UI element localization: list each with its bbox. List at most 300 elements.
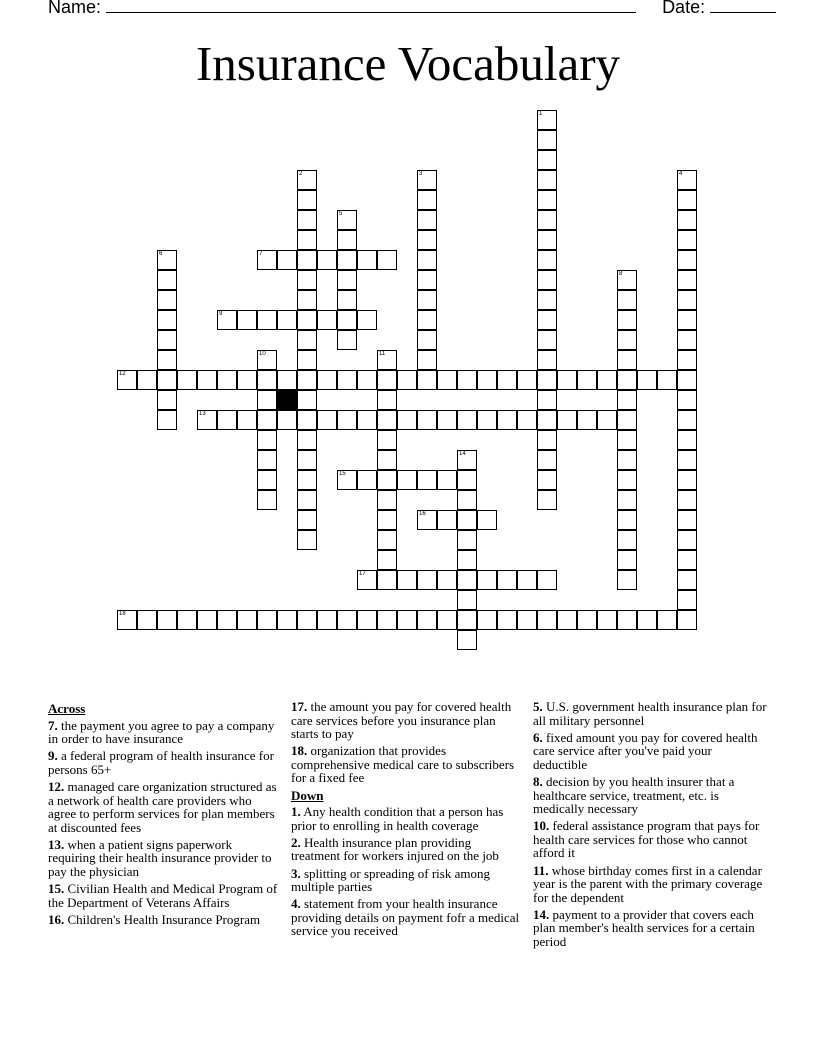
grid-cell[interactable] [157,330,177,350]
grid-cell[interactable] [157,610,177,630]
clue-number: 2. [291,834,301,850]
grid-cell[interactable] [537,490,557,510]
grid-cell[interactable] [537,290,557,310]
grid-cell[interactable] [297,270,317,290]
grid-cell[interactable] [297,370,317,390]
grid-cell[interactable] [537,610,557,630]
grid-cell[interactable] [457,530,477,550]
grid-cell[interactable] [677,210,697,230]
grid-cell[interactable] [597,410,617,430]
grid-cell[interactable] [677,570,697,590]
grid-cell[interactable] [337,610,357,630]
clue-text: U.S. government health insurance plan for all military personnel [533,699,767,728]
grid-cell[interactable] [577,610,597,630]
grid-cell[interactable] [157,410,177,430]
grid-cell[interactable] [637,610,657,630]
grid-cell[interactable] [377,410,397,430]
grid-cell[interactable] [257,410,277,430]
grid-cell[interactable] [677,350,697,370]
grid-cell[interactable] [297,610,317,630]
grid-cell[interactable] [437,470,457,490]
grid-cell[interactable] [677,550,697,570]
grid-cell[interactable] [217,410,237,430]
clue-item [48,780,282,834]
clue-number: 13. [48,836,65,852]
grid-cell[interactable] [417,190,437,210]
grid-cell[interactable] [617,490,637,510]
grid-cell[interactable] [337,230,357,250]
clue-number: 10. [533,818,550,834]
grid-cell[interactable] [417,570,437,590]
grid-cell[interactable] [537,210,557,230]
grid-cell[interactable] [397,610,417,630]
grid-cell[interactable] [617,550,637,570]
grid-cell[interactable] [337,210,357,230]
clue-item [291,805,523,832]
date-label: Date: [662,0,706,17]
grid-cell[interactable] [297,490,317,510]
cell-number: 16 [419,511,426,517]
clue-heading-down: Down [291,787,324,803]
grid-cell[interactable] [257,610,277,630]
clue-column-1 [48,700,282,930]
grid-cell[interactable] [377,530,397,550]
grid-cell[interactable] [577,370,597,390]
clue-number: 6. [533,729,543,745]
grid-cell[interactable] [537,450,557,470]
grid-cell[interactable] [377,470,397,490]
grid-cell[interactable] [677,290,697,310]
grid-cell[interactable] [297,330,317,350]
clue-text: the amount you pay for covered health care services before you insurance plan starts to pay [291,699,512,742]
grid-cell[interactable] [457,450,477,470]
cell-number: 12 [119,371,126,377]
clue-item [533,908,769,949]
clue-number: 11. [533,862,549,878]
grid-cell[interactable] [337,270,357,290]
grid-cell[interactable] [477,410,497,430]
grid-cell[interactable] [357,410,377,430]
cell-number: 2 [299,171,303,177]
grid-cell[interactable] [597,610,617,630]
grid-cell[interactable] [377,550,397,570]
clue-text: Civilian Health and Medical Program of the Department of Veterans Affairs [48,881,278,910]
grid-cell[interactable] [257,350,277,370]
grid-cell[interactable] [177,370,197,390]
grid-cell[interactable] [677,510,697,530]
grid-cell[interactable] [297,390,317,410]
clue-text: Health insurance plan providing treatment for workers injured on the job [291,834,499,864]
grid-cell[interactable] [277,310,297,330]
grid-cell[interactable] [557,410,577,430]
grid-cell[interactable] [197,410,217,430]
grid-cell[interactable] [437,370,457,390]
grid-cell[interactable] [397,470,417,490]
grid-cell[interactable] [417,610,437,630]
cell-number: 18 [119,611,126,617]
grid-cell[interactable] [457,590,477,610]
grid-cell[interactable] [677,390,697,410]
grid-cell[interactable] [677,170,697,190]
grid-cell[interactable] [317,310,337,330]
grid-cell[interactable] [297,210,317,230]
cell-number: 13 [199,411,206,417]
clue-text: organization that provides comprehensive medical care to subscribers for a fixed fee [291,743,515,786]
grid-cell[interactable] [537,390,557,410]
cell-number: 8 [619,271,623,277]
grid-cell[interactable] [677,450,697,470]
grid-cell[interactable] [557,610,577,630]
grid-cell[interactable] [617,610,637,630]
grid-cell[interactable] [577,410,597,430]
grid-cell[interactable] [677,230,697,250]
grid-cell[interactable] [497,570,517,590]
grid-cell[interactable] [337,250,357,270]
grid-cell[interactable] [417,170,437,190]
grid-cell[interactable] [497,410,517,430]
grid-cell[interactable] [297,510,317,530]
grid-cell[interactable] [617,470,637,490]
grid-cell[interactable] [417,370,437,390]
clue-number: 17. [291,699,308,714]
grid-cell[interactable] [397,370,417,390]
cell-number: 9 [219,311,223,317]
cell-number: 10 [259,351,266,357]
grid-cell[interactable] [677,310,697,330]
grid-cell[interactable] [677,190,697,210]
grid-cell[interactable] [417,350,437,370]
grid-cell[interactable] [517,570,537,590]
grid-cell[interactable] [537,370,557,390]
grid-cell[interactable] [417,310,437,330]
grid-cell[interactable] [377,450,397,470]
grid-cell[interactable] [337,470,357,490]
grid-cell[interactable] [357,310,377,330]
clue-number: 14. [533,906,550,922]
cell-number: 15 [339,471,346,477]
clue-item [291,897,523,938]
grid-cell[interactable] [277,250,297,270]
black-cell [277,390,297,410]
grid-cell[interactable] [397,410,417,430]
grid-cell[interactable] [257,390,277,410]
grid-cell[interactable] [357,610,377,630]
grid-cell[interactable] [617,290,637,310]
grid-cell[interactable] [537,110,557,130]
clue-column-2 [291,700,523,942]
grid-cell[interactable] [297,350,317,370]
grid-cell[interactable] [537,150,557,170]
cell-number: 5 [339,211,343,217]
clue-item [533,864,769,905]
grid-cell[interactable] [457,490,477,510]
grid-cell[interactable] [677,410,697,430]
grid-cell[interactable] [497,610,517,630]
clue-item [48,719,282,746]
grid-cell[interactable] [237,610,257,630]
grid-cell[interactable] [617,390,637,410]
grid-cell[interactable] [137,370,157,390]
grid-cell[interactable] [617,430,637,450]
grid-cell[interactable] [157,310,177,330]
grid-cell[interactable] [277,610,297,630]
clue-number: 8. [533,773,543,789]
grid-cell[interactable] [457,630,477,650]
grid-cell[interactable] [537,310,557,330]
clue-number: 18. [291,743,308,759]
grid-cell[interactable] [257,490,277,510]
grid-cell[interactable] [457,510,477,530]
grid-cell[interactable] [457,550,477,570]
clue-text: splitting or spreading of risk among multiple parties [291,865,490,895]
name-label: Name: [48,0,102,17]
grid-cell[interactable] [617,350,637,370]
grid-cell[interactable] [257,470,277,490]
grid-cell[interactable] [257,450,277,470]
grid-cell[interactable] [217,610,237,630]
grid-cell[interactable] [317,610,337,630]
grid-cell[interactable] [377,350,397,370]
cell-number: 6 [159,251,163,257]
grid-cell[interactable] [537,190,557,210]
grid-cell[interactable] [677,270,697,290]
grid-cell[interactable] [297,190,317,210]
grid-cell[interactable] [377,370,397,390]
grid-cell[interactable] [517,370,537,390]
grid-cell[interactable] [537,170,557,190]
grid-cell[interactable] [417,250,437,270]
clue-item [291,700,523,741]
grid-cell[interactable] [417,470,437,490]
clue-item [533,775,769,816]
clue-item [48,882,282,909]
grid-cell[interactable] [537,470,557,490]
grid-cell[interactable] [437,610,457,630]
grid-cell[interactable] [257,370,277,390]
grid-cell[interactable] [297,230,317,250]
grid-cell[interactable] [537,350,557,370]
clue-text: decision by you health insurer that a healthcare service, treatment, etc. is medically necessary [533,773,735,817]
grid-cell[interactable] [677,490,697,510]
grid-cell[interactable] [677,250,697,270]
cell-number: 17 [359,571,366,577]
grid-cell[interactable] [537,230,557,250]
grid-cell[interactable] [277,410,297,430]
grid-cell[interactable] [677,330,697,350]
grid-cell[interactable] [297,290,317,310]
grid-cell[interactable] [457,570,477,590]
cell-number: 3 [419,171,423,177]
clue-column-3 [533,700,769,952]
grid-cell[interactable] [157,250,177,270]
grid-cell[interactable] [397,570,417,590]
grid-cell[interactable] [477,510,497,530]
grid-cell[interactable] [617,570,637,590]
grid-cell[interactable] [617,270,637,290]
grid-cell[interactable] [157,350,177,370]
grid-cell[interactable] [117,610,137,630]
clue-item [291,744,523,785]
grid-cell[interactable] [597,370,617,390]
grid-cell[interactable] [317,250,337,270]
grid-cell[interactable] [457,610,477,630]
grid-cell[interactable] [377,570,397,590]
clue-text: statement from your health insurance providing details on payment fofr a medical service you received [291,896,520,939]
grid-cell[interactable] [237,370,257,390]
page-title: Insurance Vocabulary [195,36,621,91]
grid-cell[interactable] [537,130,557,150]
clue-number: 15. [48,881,65,897]
grid-cell[interactable] [377,510,397,530]
grid-cell[interactable] [477,570,497,590]
grid-cell[interactable] [157,270,177,290]
grid-cell[interactable] [337,310,357,330]
grid-cell[interactable] [437,510,457,530]
grid-cell[interactable] [457,410,477,430]
clue-text: when a patient signs paperwork requiring their health insurance provider to pay the physician [48,836,272,880]
grid-cell[interactable] [417,210,437,230]
grid-cell[interactable] [157,370,177,390]
grid-cell[interactable] [557,370,577,390]
grid-cell[interactable] [417,330,437,350]
grid-cell[interactable] [417,270,437,290]
grid-cell[interactable] [377,390,397,410]
grid-cell[interactable] [457,470,477,490]
grid-cell[interactable] [157,290,177,310]
grid-cell[interactable] [537,430,557,450]
grid-cell[interactable] [417,510,437,530]
grid-cell[interactable] [277,370,297,390]
grid-cell[interactable] [237,310,257,330]
clue-number: 9. [48,748,58,764]
grid-cell[interactable] [677,530,697,550]
clue-item [48,913,282,927]
grid-cell[interactable] [617,410,637,430]
clue-item [48,749,282,776]
grid-cell[interactable] [357,370,377,390]
grid-cell[interactable] [297,250,317,270]
clue-number: 16. [48,911,65,927]
grid-cell[interactable] [657,370,677,390]
grid-cell[interactable] [517,410,537,430]
grid-cell[interactable] [117,370,137,390]
grid-cell[interactable] [377,490,397,510]
grid-cell[interactable] [457,370,477,390]
grid-cell[interactable] [377,430,397,450]
grid-cell[interactable] [677,370,697,390]
clue-text: whose birthday comes first in a calendar year is the parent with the primary coverage for the dependent [533,862,763,905]
grid-cell[interactable] [357,470,377,490]
grid-cell[interactable] [197,610,217,630]
grid-cell[interactable] [477,370,497,390]
grid-cell[interactable] [137,610,157,630]
grid-cell[interactable] [537,250,557,270]
grid-cell[interactable] [377,250,397,270]
grid-cell[interactable] [337,370,357,390]
clue-item [533,700,769,727]
grid-cell[interactable] [617,510,637,530]
cell-number: 14 [459,451,466,457]
grid-cell[interactable] [297,450,317,470]
grid-cell[interactable] [437,570,457,590]
grid-cell[interactable] [637,370,657,390]
grid-cell[interactable] [217,310,237,330]
clue-text: Children's Health Insurance Program [67,911,261,927]
clue-number: 5. [533,699,543,714]
grid-cell[interactable] [357,570,377,590]
grid-cell[interactable] [297,310,317,330]
grid-cell[interactable] [317,370,337,390]
clue-text: managed care organization structured as a network of health care providers who agree to perform services for plan members at discounted fees [48,778,277,835]
grid-cell[interactable] [617,370,637,390]
grid-cell[interactable] [337,290,357,310]
grid-cell[interactable] [617,330,637,350]
grid-cell[interactable] [317,410,337,430]
grid-cell[interactable] [157,390,177,410]
cell-number: 11 [379,351,386,357]
clue-text: payment to a provider that covers each plan member's health services for a certain period [533,906,755,949]
grid-cell[interactable] [497,370,517,390]
grid-cell[interactable] [297,170,317,190]
grid-cell[interactable] [257,430,277,450]
grid-cell[interactable] [537,330,557,350]
clue-text: Any health condition that a person has prior to enrolling in health coverage [291,804,504,833]
grid-cell[interactable] [677,470,697,490]
grid-cell[interactable] [417,290,437,310]
grid-cell[interactable] [437,410,457,430]
grid-cell[interactable] [417,410,437,430]
grid-cell[interactable] [537,270,557,290]
grid-cell[interactable] [677,610,697,630]
grid-cell[interactable] [477,610,497,630]
grid-cell[interactable] [237,410,257,430]
grid-cell[interactable] [517,610,537,630]
grid-cell[interactable] [357,250,377,270]
grid-cell[interactable] [617,450,637,470]
clue-item [291,867,523,894]
clue-number: 12. [48,778,65,794]
cell-number: 7 [259,251,263,257]
grid-cell[interactable] [257,310,277,330]
grid-cell[interactable] [417,230,437,250]
grid-cell[interactable] [617,310,637,330]
grid-cell[interactable] [337,410,357,430]
clue-number: 4. [291,896,301,912]
grid-cell[interactable] [257,250,277,270]
grid-cell[interactable] [197,370,217,390]
grid-cell[interactable] [177,610,197,630]
grid-cell[interactable] [297,470,317,490]
grid-cell[interactable] [377,610,397,630]
clue-number: 3. [291,865,301,881]
grid-cell[interactable] [297,410,317,430]
clue-text: the payment you agree to pay a company in order to have insurance [48,717,275,747]
grid-cell[interactable] [297,430,317,450]
clue-item [533,819,769,860]
clue-item [291,836,523,863]
grid-cell[interactable] [537,410,557,430]
grid-cell[interactable] [677,590,697,610]
grid-cell[interactable] [297,530,317,550]
grid-cell[interactable] [677,430,697,450]
grid-cell[interactable] [617,530,637,550]
clue-number: 1. [291,804,301,820]
grid-cell[interactable] [217,370,237,390]
grid-cell[interactable] [657,610,677,630]
grid-cell[interactable] [337,330,357,350]
grid-cell[interactable] [537,570,557,590]
clue-item [533,731,769,772]
